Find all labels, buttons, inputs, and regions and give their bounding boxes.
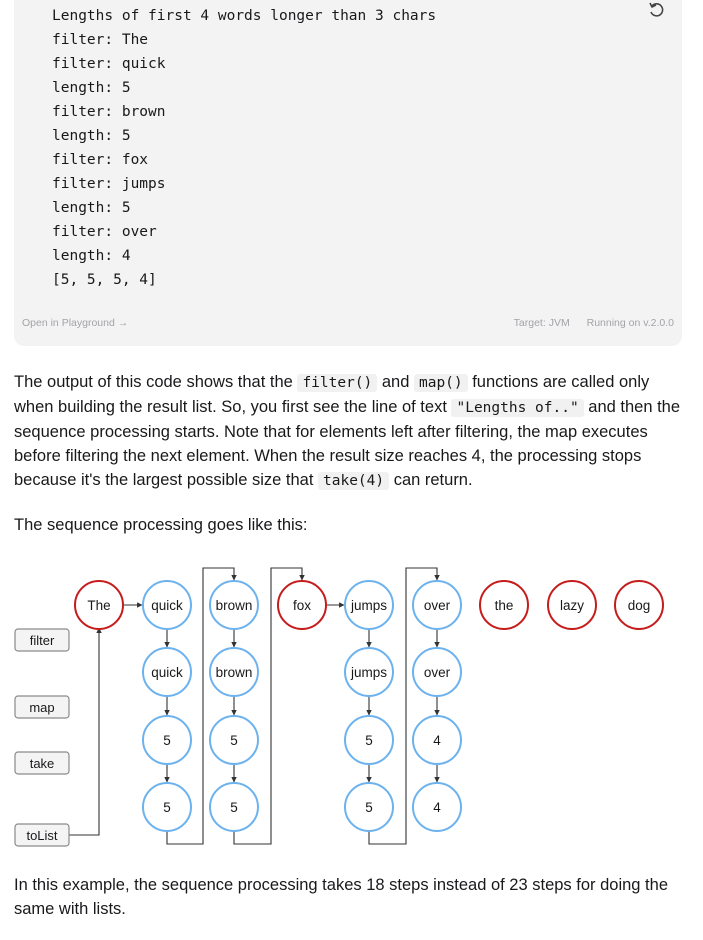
node-label: over	[423, 598, 451, 613]
node-label: quick	[151, 598, 183, 613]
take-node	[143, 716, 191, 764]
run-info	[500, 317, 674, 329]
node-label: 5	[163, 733, 171, 748]
text-run: functions are called only when building the result list. So, you first see the line of text	[14, 373, 650, 416]
code-output-line: filter: over	[52, 224, 157, 240]
diagram-intro: The sequence processing goes like this:	[14, 516, 308, 534]
open-in-playground-link[interactable]: Open in Playground →	[22, 317, 129, 329]
tolist-node	[413, 783, 461, 831]
word-node	[278, 581, 326, 629]
code-output-line: filter: fox	[52, 152, 149, 168]
inline-code-map: map()	[414, 374, 468, 392]
node-label: dog	[627, 598, 651, 613]
code-output-line: Lengths of first 4 words longer than 3 chars	[52, 8, 437, 24]
stage-labels	[15, 629, 69, 846]
tolist-node	[143, 783, 191, 831]
code-output-line: filter: quick	[52, 56, 166, 72]
code-output	[52, 4, 436, 292]
reset-icon[interactable]	[646, 0, 666, 20]
connector-tolist-to-the	[69, 628, 99, 835]
stage-label: map	[29, 700, 55, 715]
map-node	[345, 648, 393, 696]
node-label: 5	[365, 800, 373, 815]
code-output-line: length: 4	[52, 248, 131, 264]
target-label: Target: JVM	[513, 317, 570, 329]
code-output-line: [5, 5, 5, 4]	[52, 272, 157, 288]
node-label: 5	[163, 800, 171, 815]
take-node	[345, 716, 393, 764]
node-label: fox	[292, 598, 312, 613]
node-label: brown	[215, 665, 253, 680]
stage-take	[15, 752, 69, 774]
node-label: quick	[151, 665, 183, 680]
code-output-line: filter: The	[52, 32, 149, 48]
word-node	[413, 581, 461, 629]
word-node	[75, 581, 123, 629]
node-label: jumps	[350, 665, 388, 680]
explanation-paragraph	[14, 370, 684, 493]
word-node	[210, 581, 258, 629]
sequence-processing-diagram	[0, 560, 703, 860]
text-run: The output of this code shows that the	[14, 373, 298, 391]
word-node	[615, 581, 663, 629]
inline-code-take: take(4)	[318, 472, 389, 490]
word-node	[345, 581, 393, 629]
node-label: 5	[230, 800, 238, 815]
stage-label: toList	[26, 828, 58, 843]
stage-map	[15, 696, 69, 718]
tolist-node	[345, 783, 393, 831]
node-label: lazy	[559, 598, 585, 613]
word-node	[548, 581, 596, 629]
text-run: can return.	[389, 471, 473, 489]
text-run: and then the sequence processing starts. Note that for elements left after filtering, the map executes before filtering the next element. When the result size reaches 4, the processing stops because it's the largest possible size that	[14, 398, 681, 489]
map-node	[413, 648, 461, 696]
code-output-line: filter: brown	[52, 104, 166, 120]
node-label: 4	[433, 800, 441, 815]
tolist-node	[210, 783, 258, 831]
inline-code-filter: filter()	[297, 374, 377, 392]
node-label: 5	[230, 733, 238, 748]
stage-filter	[15, 629, 69, 651]
word-node	[480, 581, 528, 629]
stage-label: filter	[29, 633, 55, 648]
map-node	[143, 648, 191, 696]
node-label: brown	[215, 598, 253, 613]
node-label: 4	[433, 733, 441, 748]
take-node	[210, 716, 258, 764]
node-label: The	[87, 598, 111, 613]
node-label: over	[423, 665, 451, 680]
inline-code-lengths: "Lengths of.."	[451, 399, 583, 417]
code-output-line: filter: jumps	[52, 176, 166, 192]
take-node	[413, 716, 461, 764]
node-label: the	[494, 598, 514, 613]
stage-label: take	[29, 756, 55, 771]
text-run: and	[377, 373, 414, 391]
node-label: jumps	[350, 598, 388, 613]
code-output-line: length: 5	[52, 128, 131, 144]
code-output-line: length: 5	[52, 80, 131, 96]
summary-paragraph: In this example, the sequence processing takes 18 steps instead of 23 steps for doing the same with lists.	[14, 876, 668, 918]
word-node	[143, 581, 191, 629]
node-label: 5	[365, 733, 373, 748]
stage-tolist	[15, 824, 69, 846]
map-node	[210, 648, 258, 696]
running-version: Running on v.2.0.0	[586, 317, 674, 329]
code-output-line: length: 5	[52, 200, 131, 216]
code-output-panel	[14, 0, 682, 346]
